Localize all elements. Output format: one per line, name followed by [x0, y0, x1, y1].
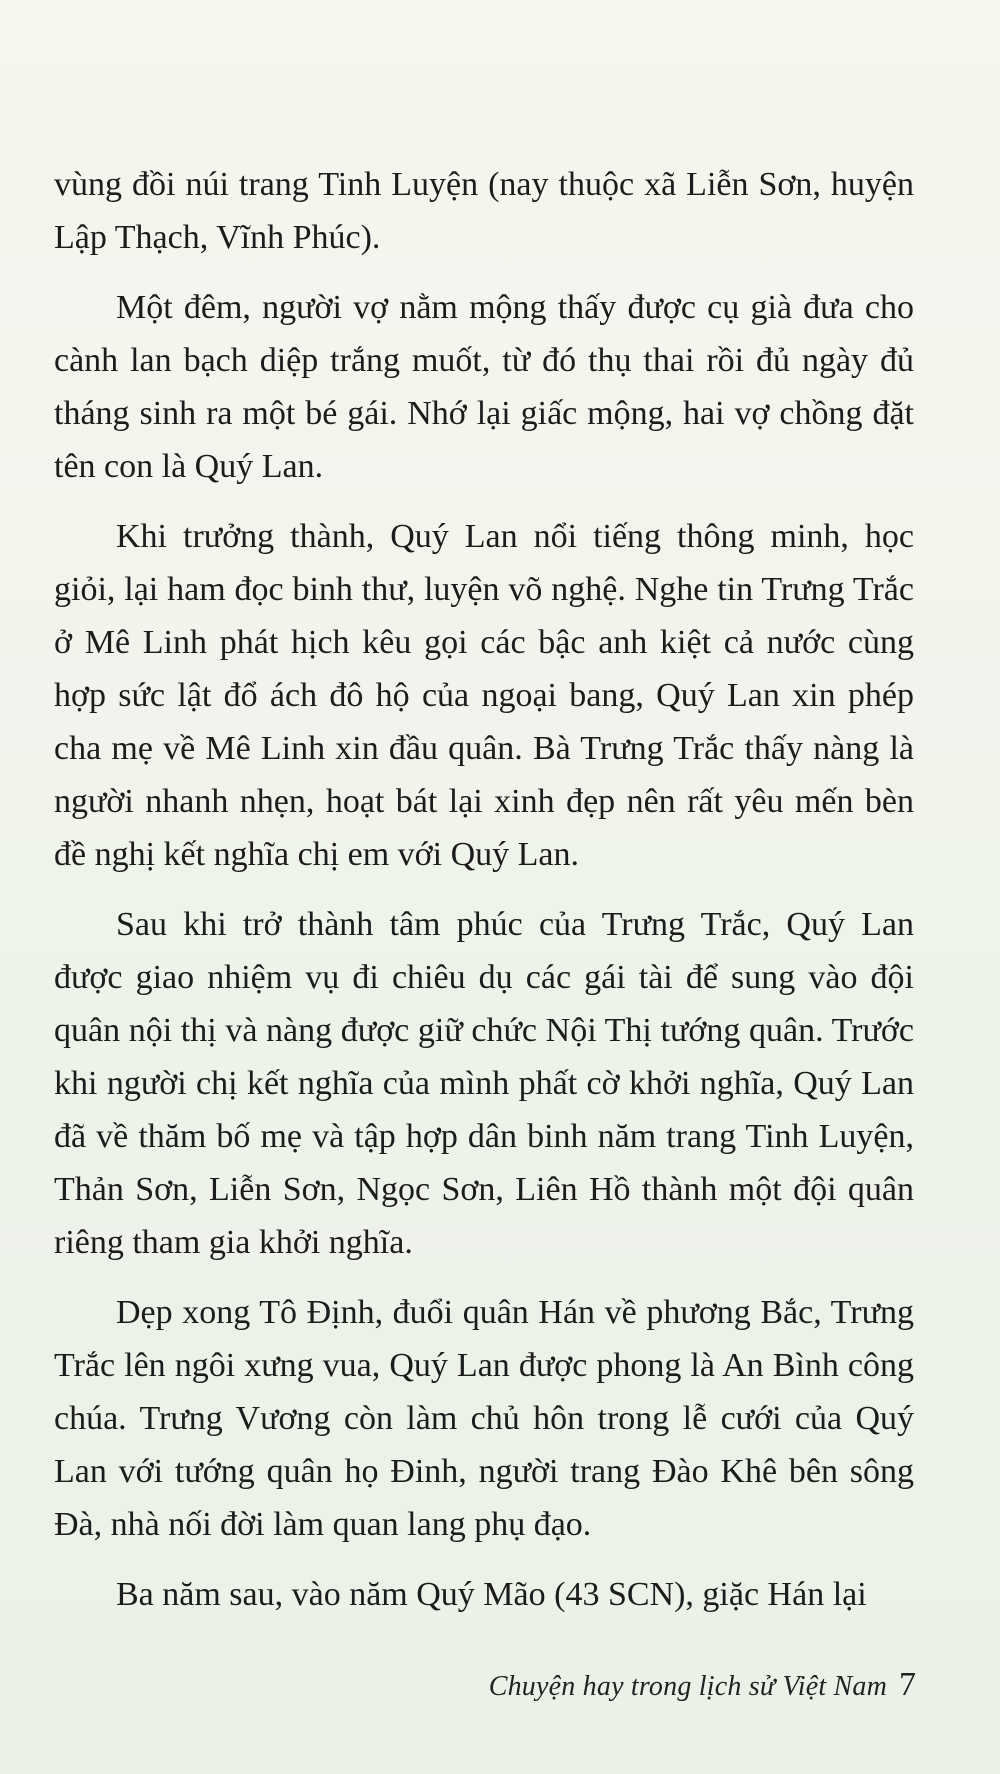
- paragraph-2: Một đêm, người vợ nằm mộng thấy được cụ già đưa cho cành lan bạch diệp trắng muốt, từ đó thụ thai rồi đủ ngày đủ tháng sinh ra một bé gái. Nhớ lại giấc mộng, hai vợ chồng đặt tên con là Quý Lan.: [54, 289, 914, 485]
- page-footer: [489, 1666, 916, 1704]
- body-text: [54, 158, 914, 1638]
- paragraph-1: vùng đồi núi trang Tinh Luyện (nay thuộc xã Liễn Sơn, huyện Lập Thạch, Vĩnh Phúc).: [54, 166, 914, 256]
- paragraph-5: Dẹp xong Tô Định, đuổi quân Hán về phương Bắc, Trưng Trắc lên ngôi xưng vua, Quý Lan được phong là An Bình công chúa. Trưng Vương còn làm chủ hôn trong lễ cưới của Quý Lan với tướng quân họ Đinh, người trang Đào Khê bên sông Đà, nhà nối đời làm quan lang phụ đạo.: [54, 1294, 914, 1543]
- page-number: 7: [899, 1666, 916, 1703]
- paragraph-6: Ba năm sau, vào năm Quý Mão (43 SCN), giặc Hán lại: [116, 1576, 867, 1613]
- running-title: Chuyện hay trong lịch sử Việt Nam: [488, 1671, 887, 1702]
- paragraph-4: Sau khi trở thành tâm phúc của Trưng Trắc, Quý Lan được giao nhiệm vụ đi chiêu dụ các gái tài để sung vào đội quân nội thị và nàng được giữ chức Nội Thị tướng quân. Trước khi người chị kết nghĩa của mình phất cờ khởi nghĩa, Quý Lan đã về thăm bố mẹ và tập hợp dân binh năm trang Tinh Luyện, Thản Sơn, Liễn Sơn, Ngọc Sơn, Liên Hồ thành một đội quân riêng tham gia khởi nghĩa.: [54, 906, 914, 1261]
- paragraph-3: Khi trưởng thành, Quý Lan nổi tiếng thông minh, học giỏi, lại ham đọc binh thư, luyện võ nghệ. Nghe tin Trưng Trắc ở Mê Linh phát hịch kêu gọi các bậc anh kiệt cả nước cùng hợp sức lật đổ ách đô hộ của ngoại bang, Quý Lan xin phép cha mẹ về Mê Linh xin đầu quân. Bà Trưng Trắc thấy nàng là người nhanh nhẹn, hoạt bát lại xinh đẹp nên rất yêu mến bèn đề nghị kết nghĩa chị em với Quý Lan.: [54, 518, 914, 873]
